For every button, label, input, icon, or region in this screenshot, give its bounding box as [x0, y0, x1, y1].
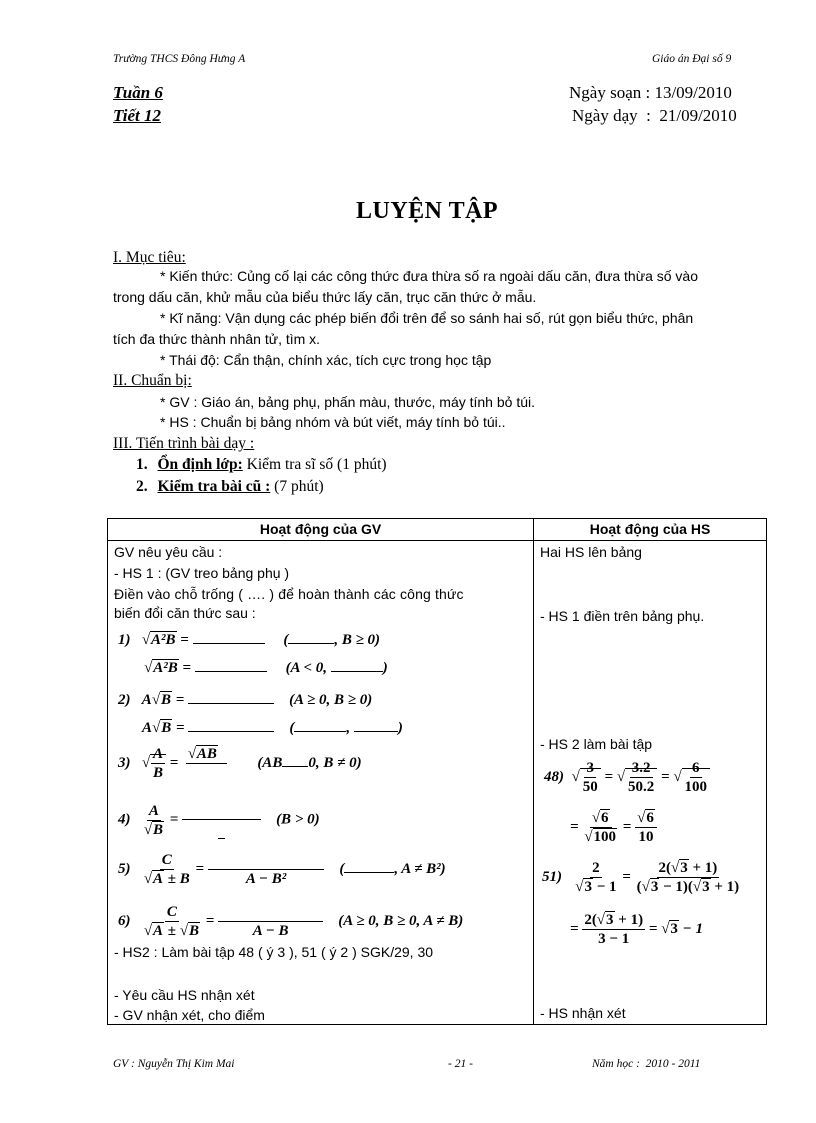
gv-line: - HS 1 : (GV treo bảng phụ ) — [114, 565, 290, 581]
week-label: Tuần 6 — [113, 83, 163, 102]
objectives-heading: I. Mục tiêu: — [113, 249, 186, 266]
formula-4: 4) $\frac{A}{√B}$ = (B > 0) — [118, 802, 320, 838]
exercise-48a: 48) √ $\frac{3}{50}$ = √ $\frac{3.2}{50.2}$ = √ $\frac{6}{100}$ — [544, 759, 710, 796]
col-header-gv: Hoạt động của GV — [108, 519, 534, 541]
col-header-hs: Hoạt động của HS — [534, 519, 767, 541]
activity-table — [107, 518, 767, 1025]
formula-1b: √A²B = (A < 0, ) — [144, 660, 388, 676]
hs-line: - HS nhận xét — [540, 1005, 626, 1021]
gv-cell — [108, 541, 534, 1025]
plan-name: Giáo án Đại số 9 — [652, 53, 732, 65]
hs-cell — [534, 541, 767, 1025]
formula-3: 3) √ $\frac{A}{B}$ = √AB (AB 0, B ≠ 0) — [118, 746, 362, 781]
footer-page-number: - 21 - — [448, 1058, 473, 1070]
footer-teacher: GV : Nguyễn Thị Kim Mai — [113, 1058, 235, 1070]
formula-2a: 2) A√B = (A ≥ 0, B ≥ 0) — [118, 692, 373, 708]
process-step-2: 2. Kiểm tra bài cũ : (7 phút) — [136, 478, 324, 495]
hs-line: - HS 2 làm bài tập — [540, 736, 653, 752]
prep-date: Ngày soạn : 13/09/2010 — [569, 83, 732, 102]
school-name: Trường THCS Đông Hưng A — [113, 53, 246, 65]
hs-line: Hai HS lên bảng — [540, 544, 642, 560]
objective-knowledge-1: * Kiến thức: Củng cố lại các công thức đưa thừa số ra ngoài dấu căn, đưa thừa số vào — [160, 268, 698, 284]
prep-gv: * GV : Giáo án, bảng phụ, phấn màu, thước, máy tính bỏ túi. — [160, 394, 535, 410]
gv-line: biến đổi căn thức sau : — [114, 605, 256, 621]
gv-line: - Yêu cầu HS nhận xét — [114, 987, 255, 1003]
page-title: LUYỆN TẬP — [356, 198, 499, 224]
objective-skill-2: tích đa thức thành nhân tử, tìm x. — [113, 331, 321, 347]
teach-date: Ngày dạy : 21/09/2010 — [572, 106, 737, 125]
gv-line: - GV nhận xét, cho điểm — [114, 1007, 265, 1023]
hs-line: - HS 1 điền trên bảng phụ. — [540, 608, 705, 624]
gv-line: - HS2 : Làm bài tập 48 ( ý 3 ), 51 ( ý 2 ) SGK/29, 30 — [114, 944, 434, 960]
prep-hs: * HS : Chuẩn bị bảng nhóm và bút viết, máy tính bỏ túi.. — [160, 414, 506, 430]
process-heading: III. Tiến trình bài dạy : — [113, 435, 255, 452]
gv-line: Điền vào chỗ trống ( …. ) để hoàn thành các công thức — [114, 586, 464, 602]
objective-knowledge-2: trong dấu căn, khử mẫu của biểu thức lấy căn, trục căn thức ở mẫu. — [113, 289, 537, 305]
formula-2b: A√B = ( , ) — [142, 720, 403, 736]
objective-skill-1: * Kĩ năng: Vận dụng các phép biến đổi trên để so sánh hai số, rút gọn biểu thức, phân — [160, 310, 694, 326]
footer-year: Năm học : 2010 - 2011 — [592, 1058, 701, 1070]
formula-1a: 1) √A²B = ( , B ≥ 0) — [118, 632, 381, 648]
exercise-48b: = $\frac{√6}{√100}$ = $\frac{√6}{10}$ — [570, 809, 657, 846]
period-label: Tiết 12 — [113, 106, 161, 125]
prep-heading: II. Chuẩn bị: — [113, 372, 192, 389]
formula-5: 5) $\frac{C}{√A \pm B}$ = A − B² ( , A ≠ B²) — [118, 852, 446, 887]
exercise-51b: = $\frac{2(√3 + 1)}{3 - 1}$ = √3 − 1 — [570, 912, 703, 947]
process-step-1: 1. Ổn định lớp: Kiểm tra sĩ số (1 phút) — [136, 456, 387, 473]
objective-attitude: * Thái độ: Cẩn thận, chính xác, tích cực trong học tập — [160, 352, 492, 368]
exercise-51a: 51) $\frac{2}{√3 - 1}$ = $\frac{2(√3 + 1)}{(√3 - 1)(√3 + 1)}$ — [542, 860, 740, 895]
formula-6: 6) $\frac{C}{√A \pm √B}$ = A − B (A ≥ 0, B ≥ 0, A ≠ B) — [118, 904, 464, 939]
gv-line: GV nêu yêu cầu : — [114, 544, 223, 560]
